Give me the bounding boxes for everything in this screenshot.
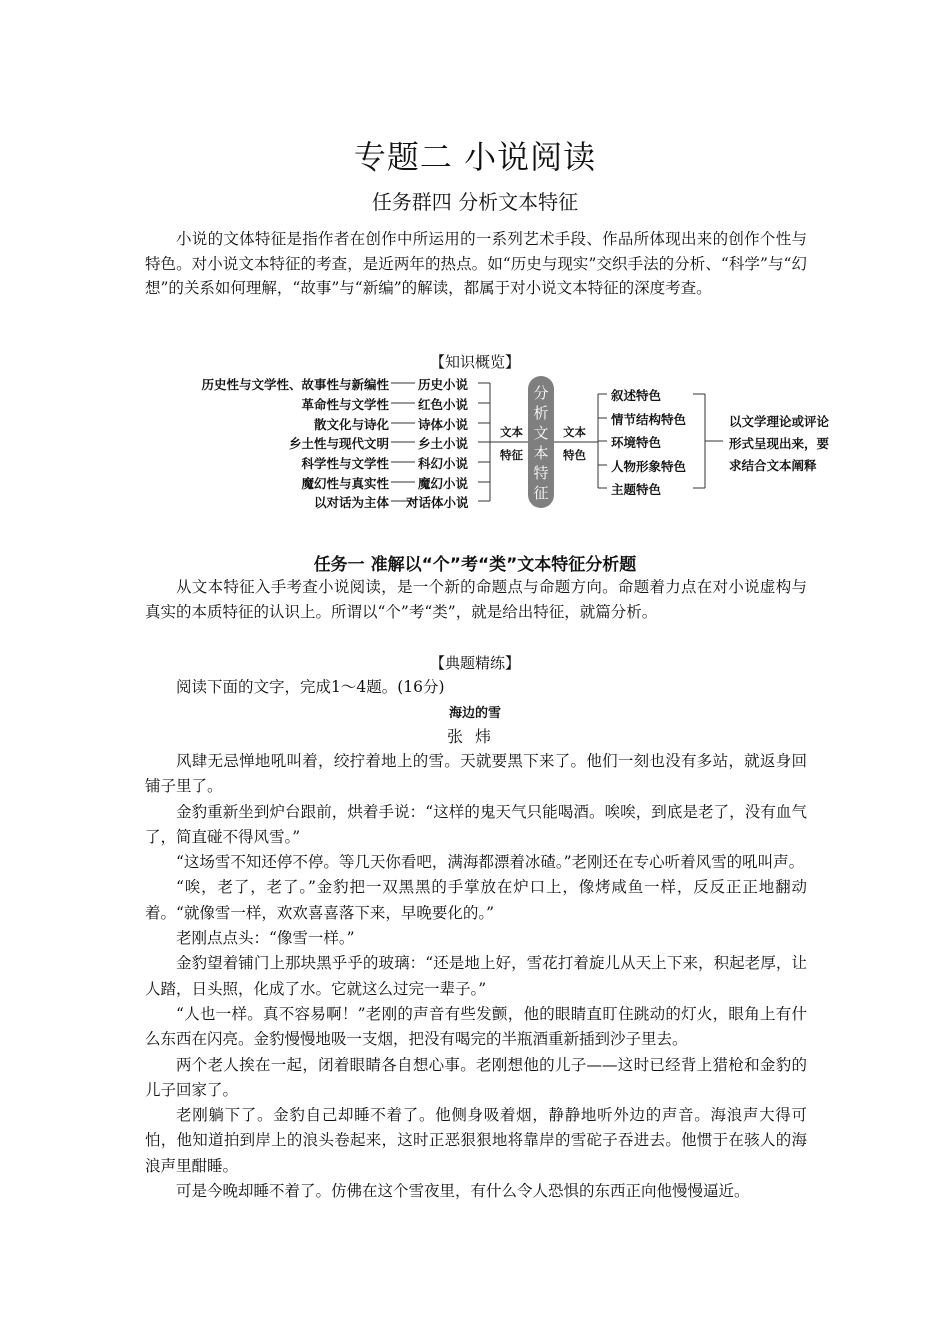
story-paragraph: 两个老人挨在一起，闭着眼睛各自想心事。老刚想他的儿子——这时已经背上猎枪和金豹的儿子回家了。 — [145, 1055, 807, 1099]
story-title: 海边的雪 — [448, 706, 501, 721]
story-paragraph: “人也一样。真不容易啊！”老刚的声音有些发颤，他的眼睛直盯住跳动的灯火，眼角上有什么东西在闪亮。金豹慢慢地吸一支烟，把没有喝完的半瓶酒重新插到沙子里去。 — [145, 1004, 807, 1049]
task-heading: 任务一 准解以“个”考“类”文本特征分析题 — [313, 555, 637, 575]
novel-type-label: 科幻小说 — [418, 456, 469, 471]
trait-label: 以对话为主体 — [313, 495, 389, 510]
feature-label: 环境特色 — [611, 435, 662, 450]
task-intro-paragraph: 从文本特征入手考查小说阅读，是一个新的命题点与命题方向。命题着力点在对小说虚构与真实的本质特征的认识上。所谓以“个”考“类”，就是给出特征，就篇分析。 — [145, 578, 807, 621]
pill-char: 析 — [533, 404, 549, 422]
pill-char: 本 — [533, 444, 549, 462]
page-title: 专题二 小说阅读 — [353, 138, 597, 176]
feature-label: 人物形象特色 — [611, 459, 687, 474]
story-author: 张炜 — [446, 727, 503, 746]
connector-label-top: 文本 — [500, 425, 523, 439]
novel-type-label: 红色小说 — [418, 397, 469, 412]
story-paragraph: 老刚点点头：“像雪一样。” — [176, 929, 355, 948]
note-line: 形式呈现出来，要 — [729, 436, 830, 451]
story-paragraph: 金豹重新坐到炉台跟前，烘着手说：“这样的鬼天气只能喝酒。唉唉，到底是老了，没有血气了，简直碰不得风雪。” — [145, 802, 807, 846]
trait-label: 革命性与文学性 — [301, 397, 389, 412]
connector-label-bottom: 特色 — [563, 448, 586, 462]
story-paragraph: 可是今晚却睡不着了。仿佛在这个雪夜里，有什么令人恐惧的东西正向他慢慢逼近。 — [176, 1182, 750, 1201]
center-pill — [528, 376, 554, 508]
knowledge-diagram — [175, 372, 855, 512]
story-paragraph: 老刚躺下了。金豹自己却睡不着了。他侧身吸着烟，静静地听外边的声音。海浪声大得可怕，他知道拍到岸上的浪头卷起来，这时正恶狠狠地将靠岸的雪砣子吞进去。他惯于在骇人的海浪声里酣睡。 — [145, 1106, 807, 1175]
trait-label: 魔幻性与真实性 — [301, 476, 389, 491]
overview-label: 【知识概览】 — [429, 353, 520, 371]
pill-char: 文 — [533, 424, 549, 442]
connector-label-top: 文本 — [563, 425, 586, 439]
trait-label: 科学性与文学性 — [301, 456, 389, 471]
novel-type-label: 诗体小说 — [418, 417, 469, 432]
feature-label: 情节结构特色 — [611, 412, 687, 427]
novel-type-label: 魔幻小说 — [418, 476, 469, 491]
trait-label: 历史性与文学性、故事性与新编性 — [201, 377, 389, 392]
practice-label: 【典题精练】 — [429, 654, 520, 672]
novel-type-label: 乡土小说 — [418, 436, 469, 451]
novel-type-label: 对话体小说 — [406, 495, 469, 510]
pill-char: 征 — [533, 484, 549, 502]
intro-paragraph: 小说的文体特征是指作者在创作中所运用的一系列艺术手段、作品所体现出来的创作个性与特色。对小说文本特征的考查，是近两年的热点。如“历史与现实”交织手法的分析、“科学”与“幻想”的关系如何理解，“故事”与“新编”的解读，都属于对小说文本特征的深度考查。 — [145, 230, 807, 297]
pill-char: 特 — [533, 464, 549, 482]
instruction-text: 阅读下面的文字，完成1～4题。(16分) — [176, 678, 445, 696]
note-line: 求结合文本阐释 — [729, 458, 817, 473]
story-paragraph: “这场雪不知还停不停。等几天你看吧，满海都漂着冰碴。”老刚还在专心听着风雪的吼叫声。 — [176, 853, 805, 872]
story-body — [145, 749, 807, 1204]
story-paragraph: “唉，老了，老了。”金豹把一双黑黑的手掌放在炉口上，像烤咸鱼一样，反反正正地翻动着。“就像雪一样，欢欢喜喜落下来，早晚要化的。” — [145, 878, 807, 922]
feature-label: 主题特色 — [611, 482, 662, 497]
pill-char: 分 — [533, 384, 549, 402]
story-paragraph: 风肆无忌惮地吼叫着，绞拧着地上的雪。天就要黑下来了。他们一刻也没有多站，就返身回铺子里了。 — [145, 752, 807, 796]
trait-label: 散文化与诗化 — [313, 417, 389, 432]
page-subtitle: 任务群四 分析文本特征 — [371, 190, 579, 214]
connector-label-bottom: 特征 — [500, 448, 523, 462]
feature-label: 叙述特色 — [611, 388, 662, 403]
note-line: 以文学理论或评论 — [729, 414, 830, 429]
story-paragraph: 金豹望着铺门上那块黑乎乎的玻璃：“还是地上好，雪花打着旋儿从天上下来，积起老厚，让人踏，日头照，化成了水。它就这么过完一辈子。” — [145, 954, 807, 998]
novel-type-label: 历史小说 — [418, 377, 469, 392]
trait-label: 乡土性与现代文明 — [288, 436, 389, 451]
